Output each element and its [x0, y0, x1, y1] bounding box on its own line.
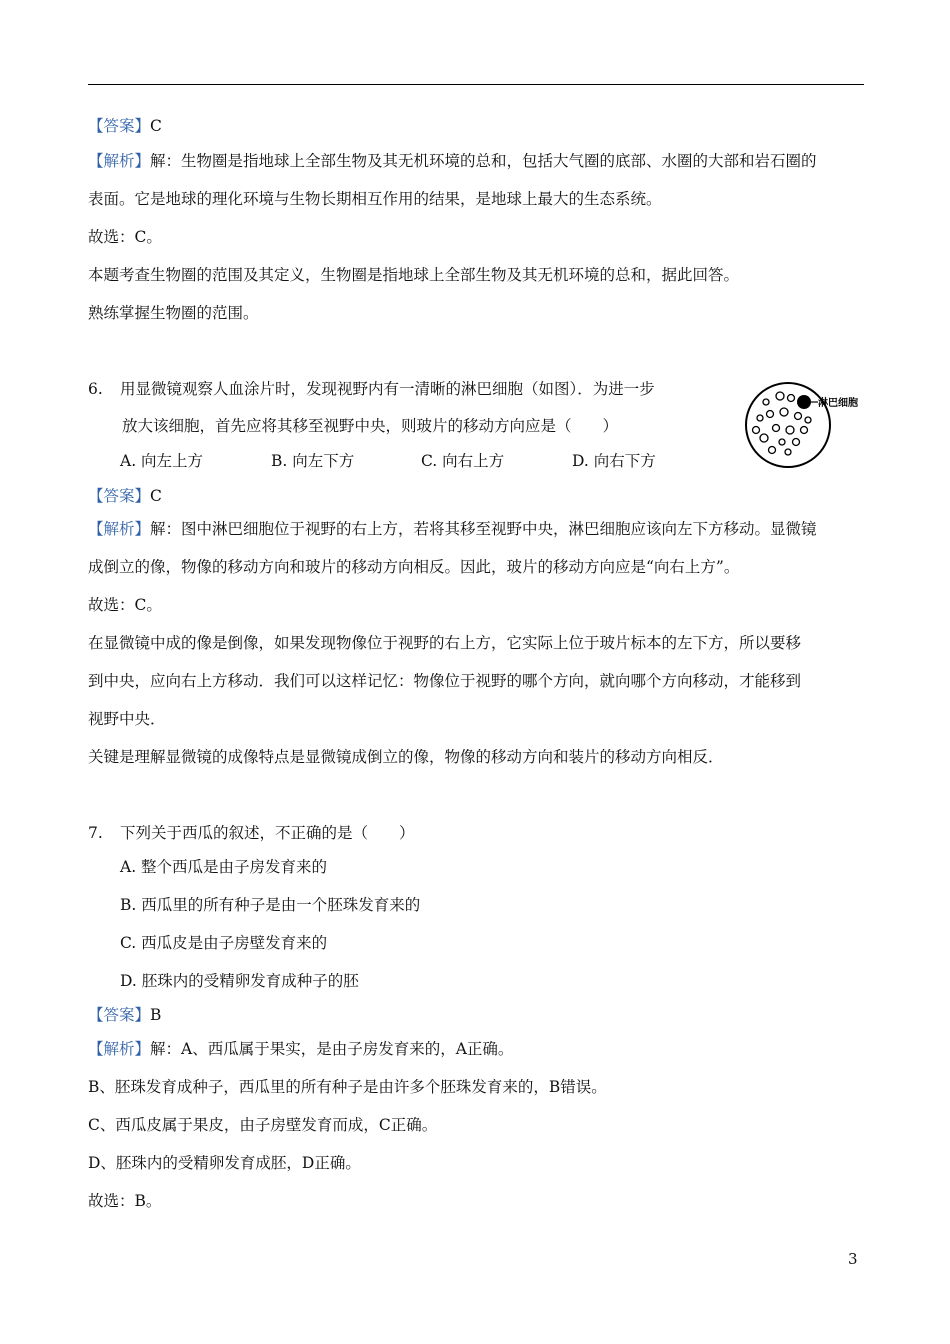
analysis-text: 解：图中淋巴细胞位于视野的右上方，若将其移至视野中央，淋巴细胞应该向左下方移动。显微镜: [150, 520, 817, 538]
q7-option-d: D. 胚珠内的受精卵发育成种子的胚: [120, 972, 359, 990]
answer-tag: 【答案】: [88, 1006, 151, 1024]
q5-analysis-cont: 表面。它是地球的理化环境与生物长期相互作用的结果，是地球上最大的生态系统。: [88, 190, 662, 208]
analysis-tag: 【解析】: [88, 520, 151, 538]
figure-label: 淋巴细胞: [818, 398, 858, 409]
q6-answer: [88, 486, 162, 506]
q6-option-c: C. 向右上方: [421, 452, 505, 470]
answer-value: B: [150, 1006, 162, 1024]
answer-tag: 【答案】: [88, 117, 151, 135]
question-number: 6.: [88, 380, 103, 398]
q7-stem: [88, 823, 415, 843]
q6-analysis-cont: 成倒立的像，物像的移动方向和玻片的移动方向相反。因此，玻片的移动方向应是“向右上方”。: [88, 558, 740, 576]
q6-stem: [88, 379, 655, 399]
q7-analysis: [88, 1039, 513, 1059]
stem-text: 下列关于西瓜的叙述，不正确的是（ ）: [120, 824, 415, 842]
header-rule: [88, 84, 864, 85]
microscope-field-figure: [734, 380, 864, 470]
q6-note1: 在显微镜中成的像是倒像，如果发现物像位于视野的右上方，它实际上位于玻片标本的左下方，所以要移: [88, 634, 802, 652]
q6-note3: 视野中央．: [88, 710, 166, 728]
q7-option-b: B. 西瓜里的所有种子是由一个胚珠发育来的: [120, 896, 421, 914]
q7-choose: 故选：B。: [88, 1192, 162, 1210]
q6-stem-cont: 放大该细胞，首先应将其移至视野中央，则玻片的移动方向应是（ ）: [122, 417, 619, 435]
analysis-tag: 【解析】: [88, 1040, 151, 1058]
q7-option-a: A. 整个西瓜是由子房发育来的: [120, 858, 328, 876]
q7-option-c: C. 西瓜皮是由子房壁发育来的: [120, 934, 328, 952]
q5-answer: [88, 116, 162, 136]
q7-answer: [88, 1005, 161, 1025]
q6-option-d: D. 向右下方: [572, 452, 656, 470]
q7-analysis-b: B、胚珠发育成种子，西瓜里的所有种子是由许多个胚珠发育来的，B错误。: [88, 1078, 607, 1096]
q6-analysis: [88, 519, 817, 539]
lymphocyte-cell: [797, 395, 811, 409]
page-number: 3: [848, 1250, 858, 1268]
q6-choose: 故选：C。: [88, 596, 162, 614]
q6-note2: 到中央，应向右上方移动．我们可以这样记忆：物像位于视野的哪个方向，就向哪个方向移动，才能移到: [88, 672, 802, 690]
analysis-text: 解：A、西瓜属于果实，是由子房发育来的，A正确。: [150, 1040, 514, 1058]
q5-analysis: [88, 151, 817, 171]
q7-analysis-d: D、胚珠内的受精卵发育成胚，D正确。: [88, 1154, 361, 1172]
q6-option-b: B. 向左下方: [271, 452, 355, 470]
answer-tag: 【答案】: [88, 487, 151, 505]
q5-note2: 熟练掌握生物圈的范围。: [88, 304, 259, 322]
question-number: 7.: [88, 824, 103, 842]
q5-choose: 故选：C。: [88, 228, 162, 246]
answer-value: C: [150, 487, 162, 505]
answer-value: C: [150, 117, 162, 135]
q6-option-a: A. 向左上方: [120, 452, 204, 470]
analysis-tag: 【解析】: [88, 152, 151, 170]
analysis-text: 解：生物圈是指地球上全部生物及其无机环境的总和，包括大气圈的底部、水圈的大部和岩石圈的: [150, 152, 817, 170]
q5-note1: 本题考查生物圈的范围及其定义，生物圈是指地球上全部生物及其无机环境的总和，据此回答。: [88, 266, 740, 284]
q7-analysis-c: C、西瓜皮属于果皮，由子房壁发育而成，C正确。: [88, 1116, 438, 1134]
q6-note4: 关键是理解显微镜的成像特点是显微镜成倒立的像，物像的移动方向和装片的移动方向相反．: [88, 748, 724, 766]
stem-text: 用显微镜观察人血涂片时，发现视野内有一清晰的淋巴细胞（如图）．为进一步: [120, 380, 655, 398]
